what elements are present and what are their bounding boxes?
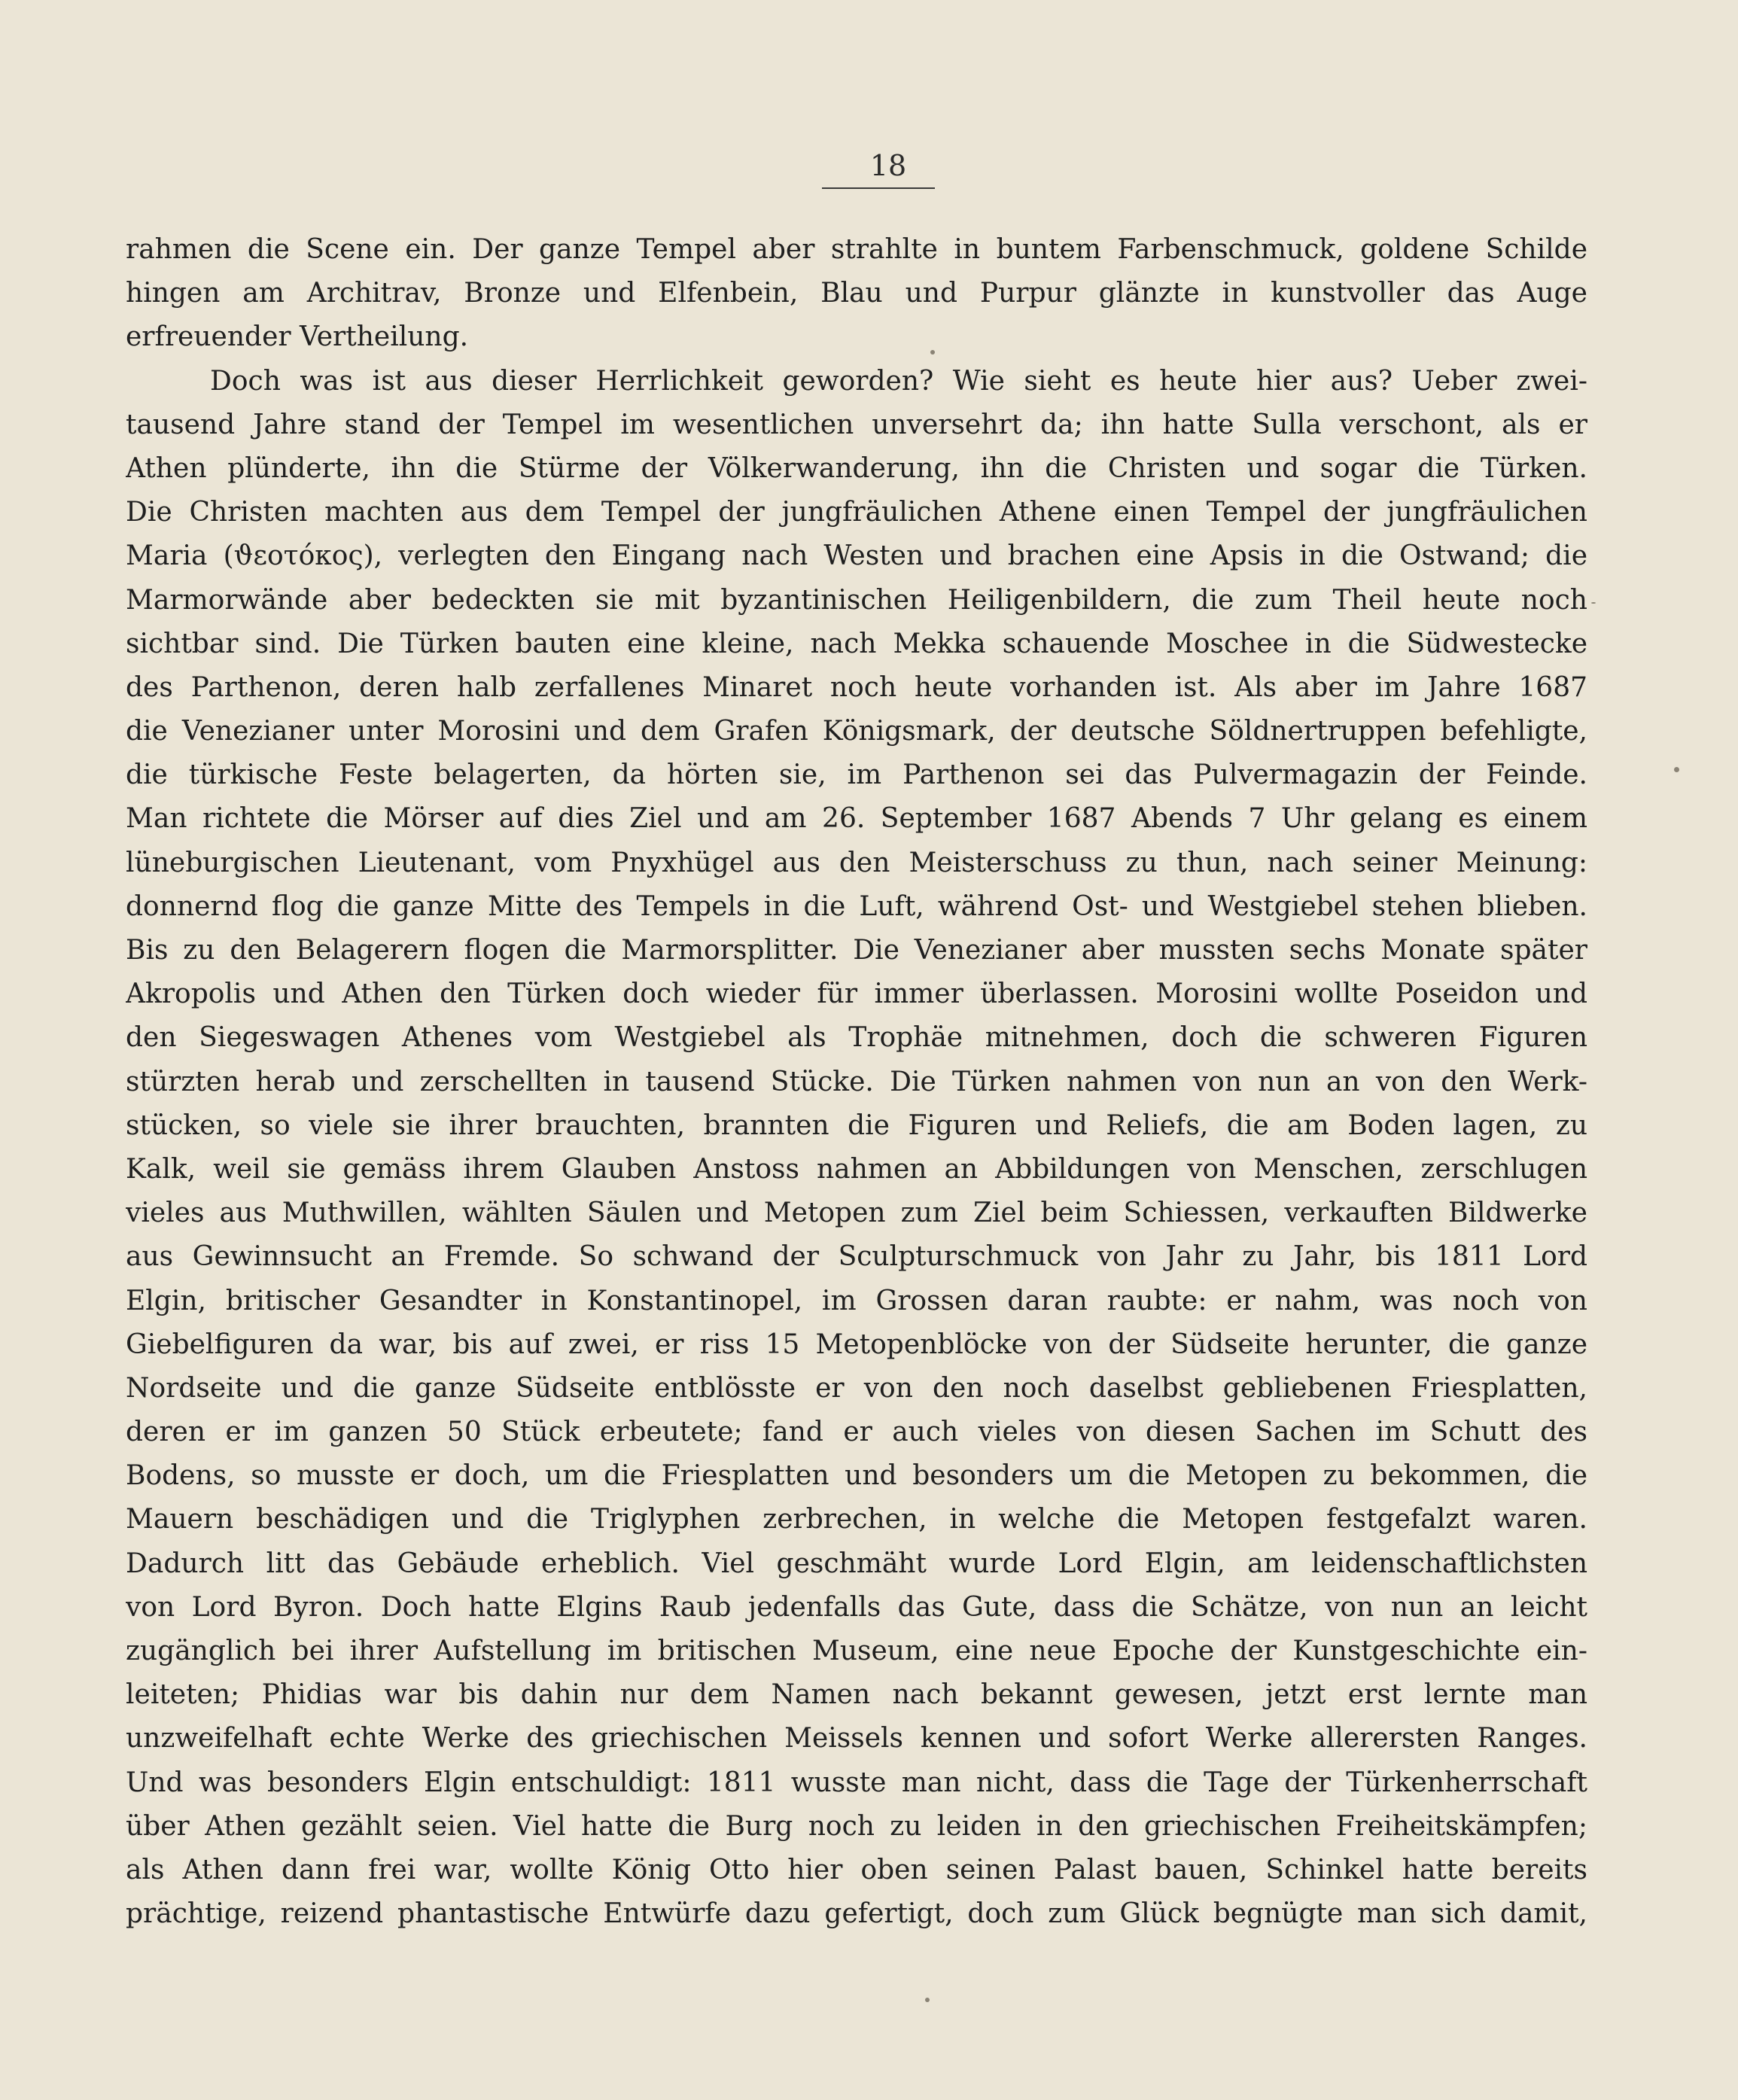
page-number: 18 bbox=[869, 149, 907, 182]
page-number-rule bbox=[822, 187, 935, 189]
text-line: Maria (ϑεοτόκος), verlegten den Eingang nach Westen und brachen eine Apsis in die Ostwand; die bbox=[126, 540, 1587, 572]
text-line: donnernd flog die ganze Mitte des Tempels in die Luft, während Ost- und Westgiebel stehen blieben. bbox=[126, 890, 1587, 922]
text-line: hingen am Architrav, Bronze und Elfenbein, Blau und Purpur glänzte in kunstvoller das Auge bbox=[126, 278, 1587, 309]
paper-speck bbox=[925, 1998, 930, 2002]
text-line: über Athen gezählt seien. Viel hatte die Burg noch zu leiden in den griechischen Freiheitskämpfen; bbox=[126, 1810, 1587, 1842]
text-line: rahmen die Scene ein. Der ganze Tempel aber strahlte in buntem Farbenschmuck, goldene Schilde bbox=[126, 234, 1587, 265]
text-line: Bis zu den Belagerern flogen die Marmorsplitter. Die Venezianer aber mussten sechs Monate später bbox=[126, 935, 1587, 966]
text-line: tausend Jahre stand der Tempel im wesentlichen unversehrt da; ihn hatte Sulla verschont, als er bbox=[126, 409, 1587, 440]
text-line: stücken, so viele sie ihrer brauchten, brannten die Figuren und Reliefs, die am Boden lagen, zu bbox=[126, 1109, 1587, 1141]
text-line: lüneburgischen Lieutenant, vom Pnyxhügel aus den Meisterschuss zu thun, nach seiner Meinung: bbox=[126, 847, 1587, 878]
text-line: leiteten; Phidias war bis dahin nur dem Namen nach bekannt gewesen, jetzt erst lernte man bbox=[126, 1679, 1587, 1711]
text-line: Akropolis und Athen den Türken doch wieder für immer überlassen. Morosini wollte Poseidon und bbox=[126, 978, 1587, 1010]
text-line: vieles aus Muthwillen, wählten Säulen und Metopen zum Ziel beim Schiessen, verkauften Bildwerke bbox=[126, 1198, 1587, 1229]
text-line: den Siegeswagen Athenes vom Westgiebel als Trophäe mitnehmen, doch die schweren Figuren bbox=[126, 1022, 1587, 1054]
text-line: des Parthenon, deren halb zerfallenes Minaret noch heute vorhanden ist. Als aber im Jahre 1687 bbox=[126, 671, 1587, 703]
text-line: Nordseite und die ganze Südseite entblösste er von den noch daselbst gebliebenen Friesplatten, bbox=[126, 1372, 1587, 1404]
text-line: als Athen dann frei war, wollte König Otto hier oben seinen Palast bauen, Schinkel hatte bereits bbox=[126, 1854, 1587, 1885]
text-line: aus Gewinnsucht an Fremde. So schwand der Sculpturschmuck von Jahr zu Jahr, bis 1811 Lord bbox=[126, 1241, 1587, 1273]
text-line: sichtbar sind. Die Türken bauten eine kleine, nach Mekka schauende Moschee in die Südwestecke bbox=[126, 628, 1587, 659]
text-line: Bodens, so musste er doch, um die Friesplatten und besonders um die Metopen zu bekommen, die bbox=[126, 1460, 1587, 1492]
text-line: Man richtete die Mörser auf dies Ziel und am 26. September 1687 Abends 7 Uhr gelang es einem bbox=[126, 803, 1587, 835]
text-line: Athen plünderte, ihn die Stürme der Völkerwanderung, ihn die Christen und sogar die Türken. bbox=[126, 452, 1587, 484]
text-line: Elgin, britischer Gesandter in Konstantinopel, im Grossen daran raubte: er nahm, was noch von bbox=[126, 1285, 1587, 1316]
text-line: stürzten herab und zerschellten in tausend Stücke. Die Türken nahmen von nun an von den Werk- bbox=[126, 1066, 1587, 1097]
text-line: Dadurch litt das Gebäude erheblich. Viel geschmäht wurde Lord Elgin, am leidenschaftlichsten bbox=[126, 1548, 1587, 1579]
text-line: Kalk, weil sie gemäss ihrem Glauben Anstoss nahmen an Abbildungen von Menschen, zerschlugen bbox=[126, 1153, 1587, 1185]
paper-speck bbox=[1674, 767, 1679, 772]
text-line: Giebelfiguren da war, bis auf zwei, er riss 15 Metopenblöcke von der Südseite herunter, die ganze bbox=[126, 1328, 1587, 1360]
text-line: Marmorwände aber bedeckten sie mit byzantinischen Heiligenbildern, die zum Theil heute noch bbox=[126, 584, 1587, 616]
body-text bbox=[126, 228, 1587, 1936]
text-line: deren er im ganzen 50 Stück erbeutete; fand er auch vieles von diesen Sachen im Schutt des bbox=[126, 1417, 1587, 1448]
text-line: die Venezianer unter Morosini und dem Grafen Königsmark, der deutsche Söldnertruppen befehligte, bbox=[126, 716, 1587, 747]
text-line: Mauern beschädigen und die Triglyphen zerbrechen, in welche die Metopen festgefalzt waren. bbox=[126, 1504, 1587, 1535]
text-line: Und was besonders Elgin entschuldigt: 1811 wusste man nicht, dass die Tage der Türkenherrschaft bbox=[126, 1767, 1587, 1798]
text-line: prächtige, reizend phantastische Entwürfe dazu gefertigt, doch zum Glück begnügte man sich damit, bbox=[126, 1898, 1587, 1930]
text-line: die türkische Feste belagerten, da hörten sie, im Parthenon sei das Pulvermagazin der Feinde. bbox=[126, 759, 1587, 791]
text-line: erfreuender Vertheilung. bbox=[126, 321, 469, 353]
text-line: von Lord Byron. Doch hatte Elgins Raub jedenfalls das Gute, dass die Schätze, von nun an leicht bbox=[126, 1591, 1587, 1623]
text-line: Die Christen machten aus dem Tempel der jungfräulichen Athene einen Tempel der jungfräulichen bbox=[126, 497, 1587, 528]
paper-speck bbox=[930, 350, 935, 355]
text-line: zugänglich bei ihrer Aufstellung im britischen Museum, eine neue Epoche der Kunstgeschichte ein- bbox=[126, 1636, 1587, 1666]
paper-speck bbox=[1591, 602, 1596, 604]
text-line: Doch was ist aus dieser Herrlichkeit geworden? Wie sieht es heute hier aus? Ueber zwei- bbox=[210, 365, 1587, 397]
text-line: unzweifelhaft echte Werke des griechischen Meissels kennen und sofort Werke allerersten Ranges. bbox=[126, 1723, 1587, 1755]
